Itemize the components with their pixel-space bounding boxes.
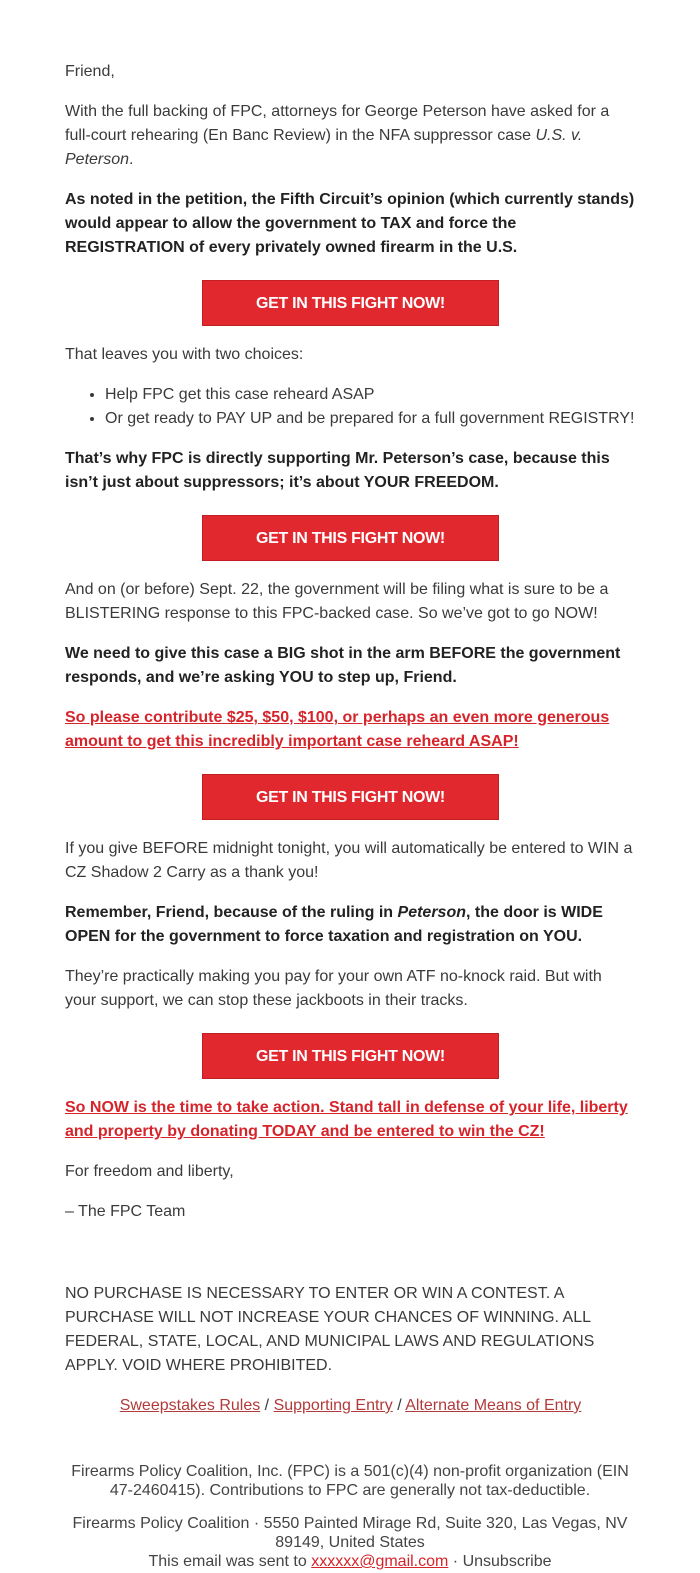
cta-container-2 [65, 515, 636, 561]
dot-separator: · [448, 1553, 463, 1570]
atf-paragraph: They’re practically making you pay for your own ATF no-knock raid. But with your support, we can stop these jackboots in their tracks. [65, 968, 602, 1009]
freedom-paragraph: That’s why FPC is directly supporting Mr. Peterson’s case, because this isn’t just about suppressors; it’s about YOUR FREEDOM. [65, 450, 610, 491]
remember-paragraph [65, 901, 636, 949]
contribute-paragraph [65, 706, 636, 754]
email-footer [0, 1462, 700, 1571]
big-shot-paragraph: We need to give this case a BIG shot in the arm BEFORE the government responds, and we’re asking YOU to step up, Friend. [65, 645, 621, 686]
signature: – The FPC Team [65, 1203, 186, 1220]
action-paragraph [65, 1096, 636, 1144]
contribute-link[interactable]: So please contribute $25, $50, $100, or perhaps an even more generous amount to get this incredibly important case reheard ASAP! [65, 709, 610, 750]
midnight-paragraph: If you give BEFORE midnight tonight, you will automatically be entered to WIN a CZ Shadow 2 Carry as a thank you! [65, 840, 633, 881]
separator: / [392, 1397, 406, 1414]
choice-item: • Help FPC get this case reheard ASAP [105, 383, 636, 407]
take-action-link[interactable]: So NOW is the time to take action. Stand tall in defense of your life, liberty and property by donating TODAY and be entered to win the CZ! [65, 1099, 628, 1140]
recipient-email-link[interactable]: xxxxxx@gmail.com [311, 1553, 449, 1570]
choices-intro: That leaves you with two choices: [65, 346, 304, 363]
cta-container-4 [65, 1033, 636, 1079]
get-in-fight-button[interactable]: GET IN THIS FIGHT NOW! [202, 280, 499, 326]
signoff: For freedom and liberty, [65, 1163, 234, 1180]
petition-paragraph: As noted in the petition, the Fifth Circuit’s opinion (which currently stands) would appear to allow the government to TAX and force the REGISTRATION of every privately owned firearm in the U.S. [65, 191, 635, 256]
rules-links [65, 1394, 636, 1418]
get-in-fight-button[interactable]: GET IN THIS FIGHT NOW! [202, 774, 499, 820]
sweepstakes-rules-link[interactable]: Sweepstakes Rules [119, 1397, 261, 1414]
separator: / [260, 1397, 274, 1414]
alternate-entry-link[interactable]: Alternate Means of Entry [405, 1397, 582, 1414]
email-content [0, 60, 700, 1418]
intro-paragraph [65, 100, 636, 172]
supporting-entry-link[interactable]: Supporting Entry [273, 1397, 393, 1414]
mailing-address: Firearms Policy Coalition · 5550 Painted Mirage Rd, Suite 320, Las Vegas, NV 89149, United States [72, 1515, 628, 1551]
greeting: Friend, [65, 63, 115, 80]
intro-text: With the full backing of FPC, attorneys for George Peterson have asked for a full-court rehearing (En Banc Review) in the NFA suppressor case [65, 103, 610, 144]
sent-to-prefix: This email was sent to [148, 1553, 312, 1570]
sent-to-line [64, 1552, 636, 1571]
remember-end: , the door is WIDE OPEN for the government to force taxation and registration on YOU. [65, 904, 603, 945]
choices-list [65, 383, 636, 431]
org-disclaimer: Firearms Policy Coalition, Inc. (FPC) is a 501(c)(4) non-profit organization (EIN 47-2460415). Contributions to FPC are generally not tax-deductible. [71, 1463, 629, 1499]
get-in-fight-button[interactable]: GET IN THIS FIGHT NOW! [202, 1033, 499, 1079]
get-in-fight-button[interactable]: GET IN THIS FIGHT NOW! [202, 515, 499, 561]
intro-end: . [129, 151, 134, 168]
peterson-case: Peterson [397, 904, 466, 921]
cta-container-3 [65, 774, 636, 820]
legal-disclaimer: NO PURCHASE IS NECESSARY TO ENTER OR WIN A CONTEST. A PURCHASE WILL NOT INCREASE YOUR CHANCES OF WINNING. ALL FEDERAL, STATE, LOCAL, AND MUNICIPAL LAWS AND REGULATIONS APPLY. VOID WHERE PROHIBITED. [65, 1285, 595, 1374]
sept-paragraph: And on (or before) Sept. 22, the government will be filing what is sure to be a BLISTERING response to this FPC-backed case. So we’ve got to go NOW! [65, 581, 609, 622]
choice-item: • Or get ready to PAY UP and be prepared for a full government REGISTRY! [105, 407, 636, 431]
remember-start: Remember, Friend, because of the ruling in [65, 904, 398, 921]
cta-container-1 [65, 280, 636, 326]
case-name: U.S. v. Peterson [65, 127, 583, 168]
unsubscribe-link[interactable]: Unsubscribe [462, 1553, 552, 1570]
